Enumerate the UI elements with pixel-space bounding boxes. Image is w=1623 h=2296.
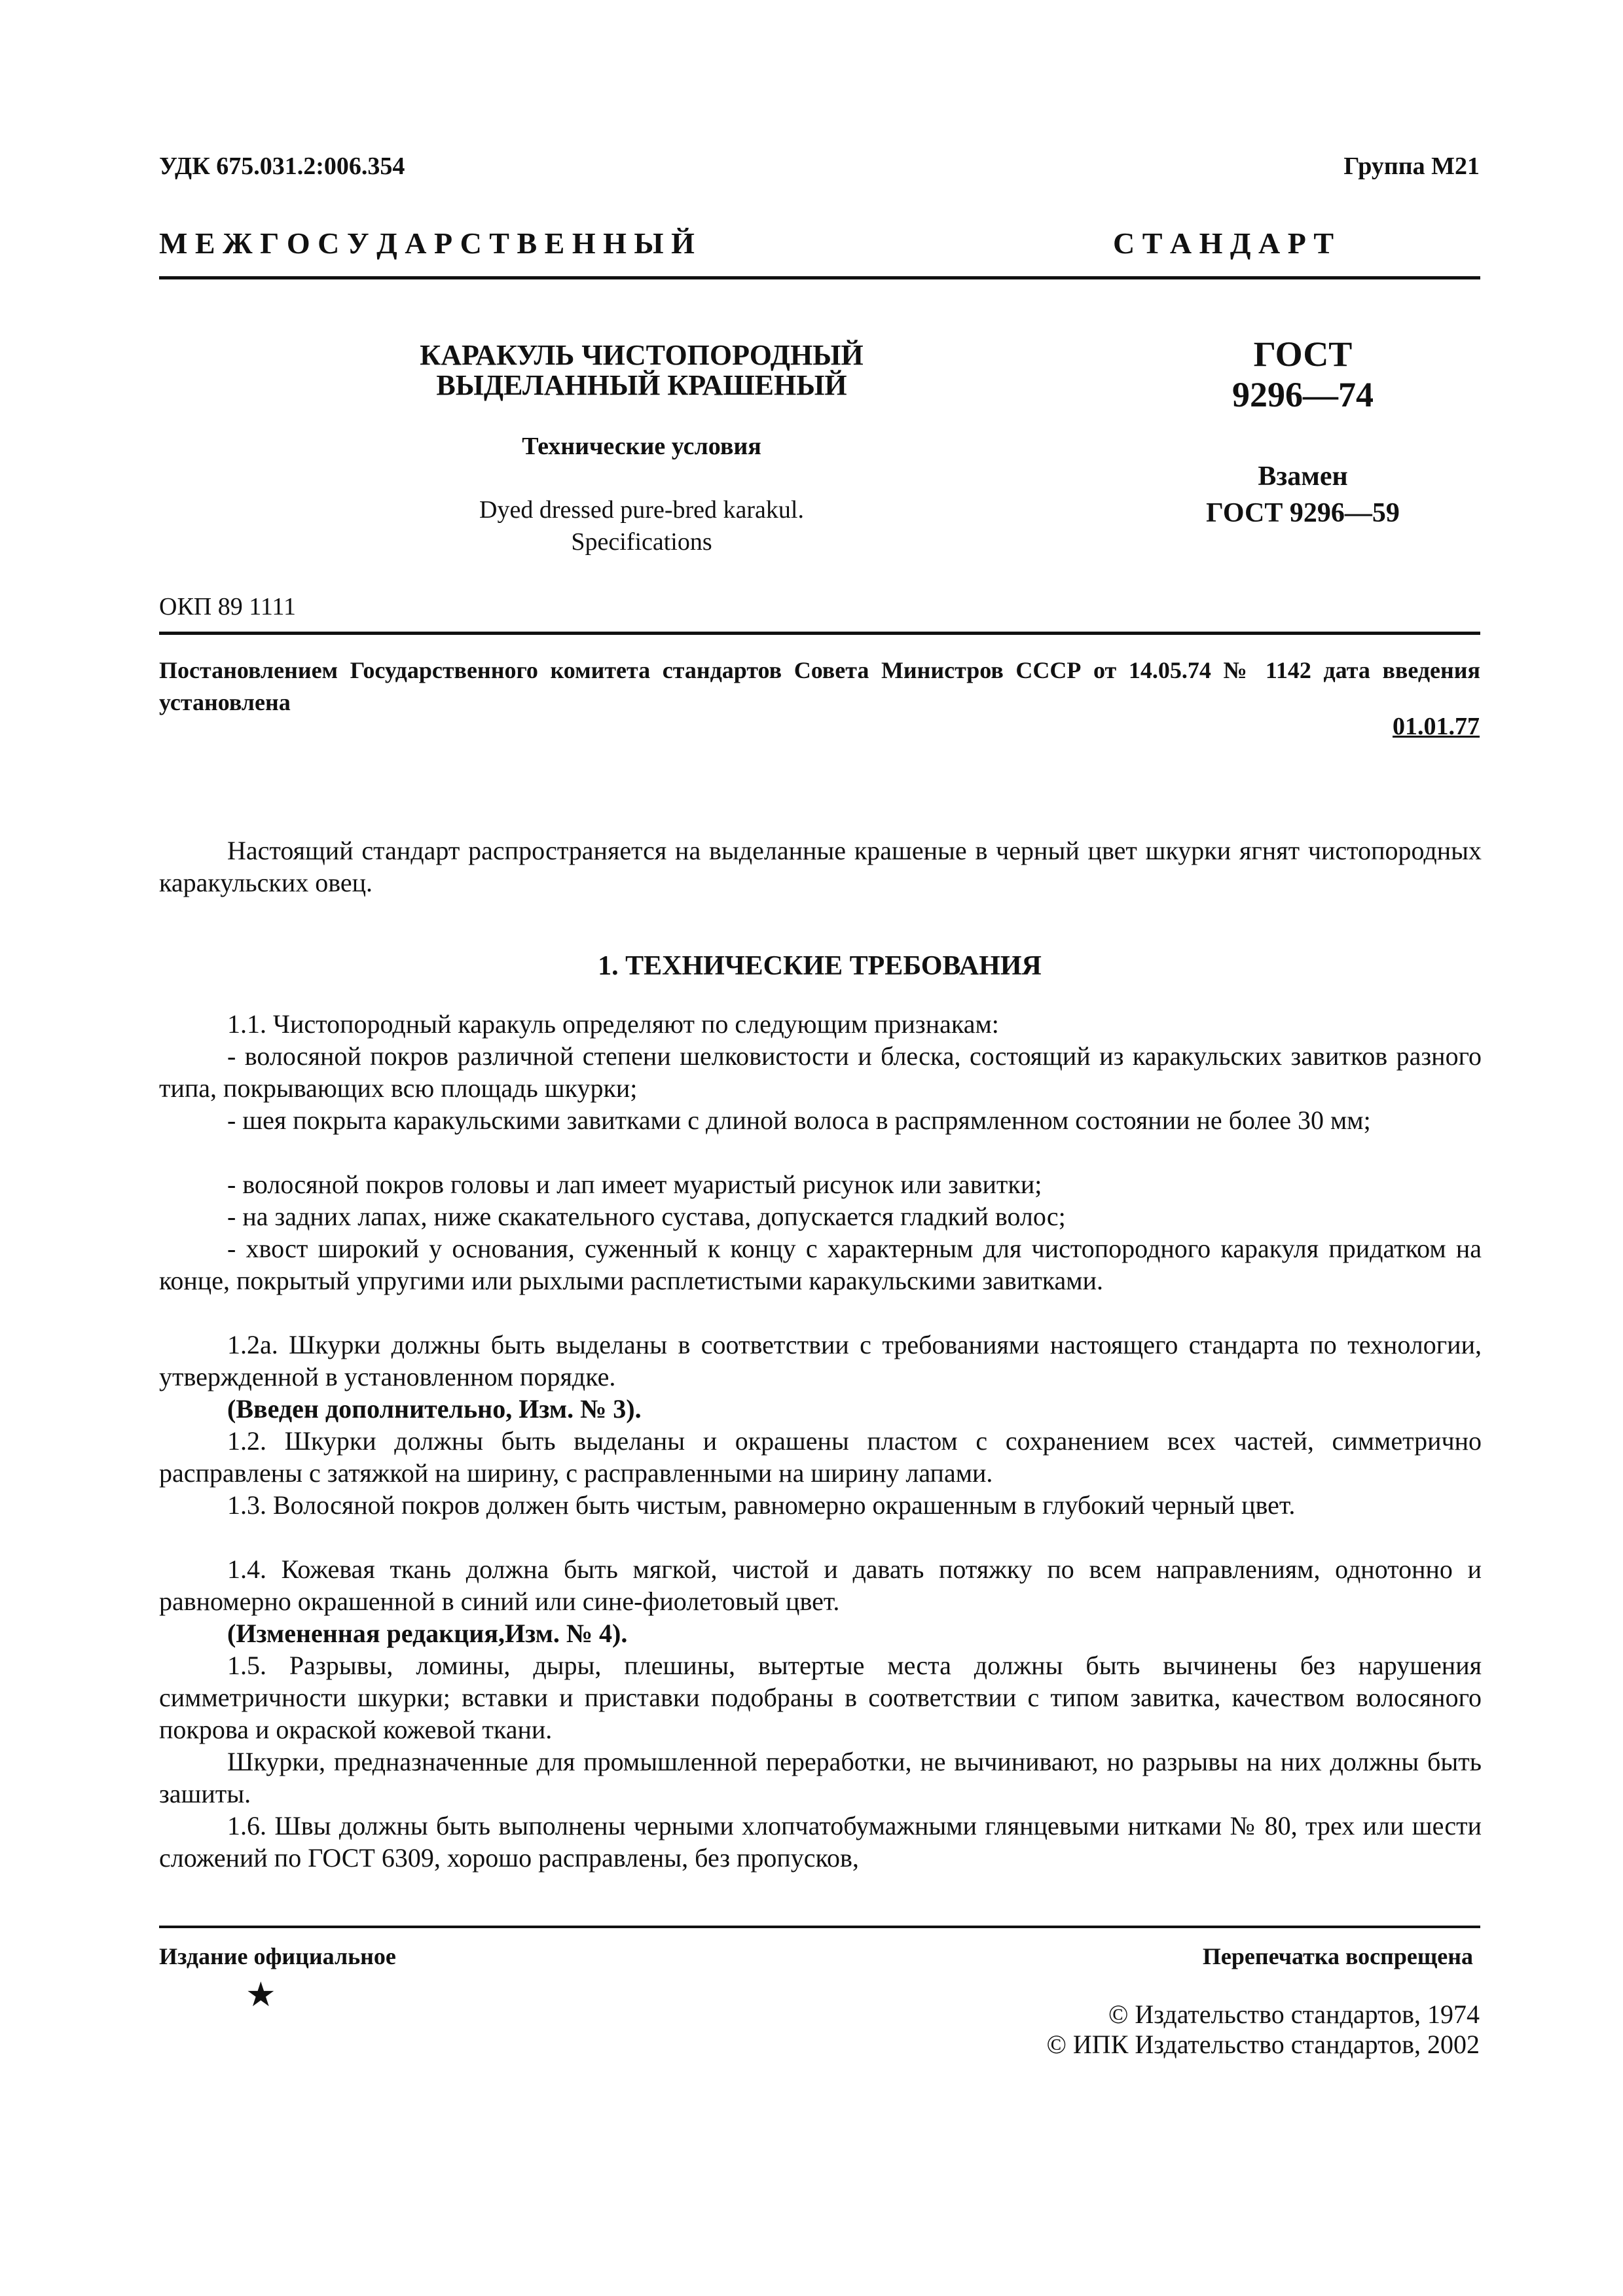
gost-number: 9296—74 — [1232, 375, 1374, 414]
replaces-label: Взамен — [1258, 461, 1348, 492]
title-line-1: КАРАКУЛЬ ЧИСТОПОРОДНЫЙ — [420, 339, 864, 371]
gost-designation — [1165, 334, 1440, 415]
clause-1-2a: 1.2а. Шкурки должны быть выделаны в соответствии с требованиями настоящего стандарта по технологии, утвержденной в установленном порядке. — [159, 1330, 1482, 1391]
copyright-block — [851, 2000, 1480, 2060]
title-line-2: ВЫДЕЛАННЫЙ КРАШЕНЫЙ — [436, 369, 847, 401]
clause-1-1-item-a: - волосяной покров различной степени шелковистости и блеска, состоящий из каракульских завитков разного типа, покрывающих всю площадь шкурки; — [159, 1041, 1482, 1103]
english-title — [308, 494, 976, 558]
header-rule — [159, 276, 1480, 279]
star-icon: ★ — [246, 1977, 276, 2014]
clause-1-6: 1.6. Швы должны быть выполнены черными хлопчатобумажными глянцевыми нитками № 80, трех или шести сложений по ГОСТ 6309, хорошо расправлены, без пропусков, — [159, 1811, 1482, 1873]
replaces-block — [1165, 458, 1440, 531]
clause-1-3: 1.3. Волосяной покров должен быть чистым, равномерно окрашенным в глубокий черный цвет. — [227, 1490, 1296, 1520]
replaces-number: ГОСТ 9296—59 — [1206, 498, 1400, 528]
udk-code: УДК 675.031.2:006.354 — [159, 152, 405, 180]
clause-1-2: 1.2. Шкурки должны быть выделаны и окрашены пластом с сохранением всех частей, симметрично расправлены с затяжкой на ширину, с расправленными на ширину лапами. — [159, 1426, 1482, 1488]
copyright-2002: © ИПК Издательство стандартов, 2002 — [1046, 2030, 1480, 2059]
okp-code: ОКП 89 1111 — [159, 593, 296, 620]
clause-1-1-item-d: - на задних лапах, ниже скакательного сустава, допускается гладкий волос; — [227, 1202, 1066, 1231]
section-1-title: 1. ТЕХНИЧЕСКИЕ ТРЕБОВАНИЯ — [598, 951, 1042, 981]
footer-rule — [159, 1926, 1480, 1928]
subtitle: Технические условия — [522, 433, 761, 460]
clause-1-5-continuation: Шкурки, предназначенные для промышленной переработки, не вычинивают, но разрывы на них должны быть зашиты. — [159, 1747, 1482, 1808]
copyright-1974: © Издательство стандартов, 1974 — [1108, 2000, 1480, 2029]
english-title-line-2: Specifications — [571, 528, 712, 556]
clause-1-1-item-c: - волосяной покров головы и лап имеет муаристый рисунок или завитки; — [227, 1170, 1042, 1199]
intro-paragraph: Настоящий стандарт распространяется на выделанные крашеные в черный цвет шкурки ягнят чистопородных каракульских овец. — [159, 836, 1482, 897]
reprint-prohibited: Перепечатка воспрещена — [1202, 1943, 1473, 1969]
clause-1-1: 1.1. Чистопородный каракуль определяют по следующим признакам: — [227, 1009, 999, 1039]
official-edition: Издание официальное — [159, 1943, 396, 1969]
decree-text: Постановлением Государственного комитета стандартов Совета Министров СССР от 14.05.74 № 1142 дата введения установлена — [159, 657, 1480, 715]
clause-1-1-item-b: - шея покрыта каракульскими завитками с длиной волоса в распрямленном состоянии не более 30 мм; — [227, 1105, 1371, 1135]
clause-1-1-item-e: - хвост широкий у основания, суженный к концу с характерным для чистопородного каракуля придатком на конце, покрытый упругими или рыхлыми расплетистыми каракульскими завитками. — [159, 1234, 1482, 1295]
banner-interstate: М Е Ж Г О С У Д А Р С Т В Е Н Н Ы Й — [159, 226, 695, 260]
clause-1-4: 1.4. Кожевая ткань должна быть мягкой, чистой и давать потяжку по всем направлениям, однотонно и равномерно окрашенной в синий или сине-фиолетовый цвет. — [159, 1554, 1482, 1616]
clause-1-5: 1.5. Разрывы, ломины, дыры, плешины, вытертые места должны быть вычинены без нарушения симметричности шкурки; вставки и приставки подобраны в соответствии с типом завитка, качеством волосяного покрова и окраской кожевой ткани. — [159, 1651, 1482, 1744]
decree-date: 01.01.77 — [1393, 713, 1480, 740]
banner-standard: С Т А Н Д А Р Т — [1113, 226, 1334, 260]
amendment-note-3: (Введен дополнительно, Изм. № 3). — [227, 1394, 642, 1424]
group-code: Группа М21 — [1343, 152, 1480, 180]
gost-label: ГОСТ — [1253, 334, 1353, 374]
amendment-note-4: (Измененная редакция,Изм. № 4). — [227, 1619, 628, 1648]
english-title-line-1: Dyed dressed pure-bred karakul. — [479, 496, 804, 524]
title — [308, 340, 976, 401]
okp-rule — [159, 632, 1480, 635]
